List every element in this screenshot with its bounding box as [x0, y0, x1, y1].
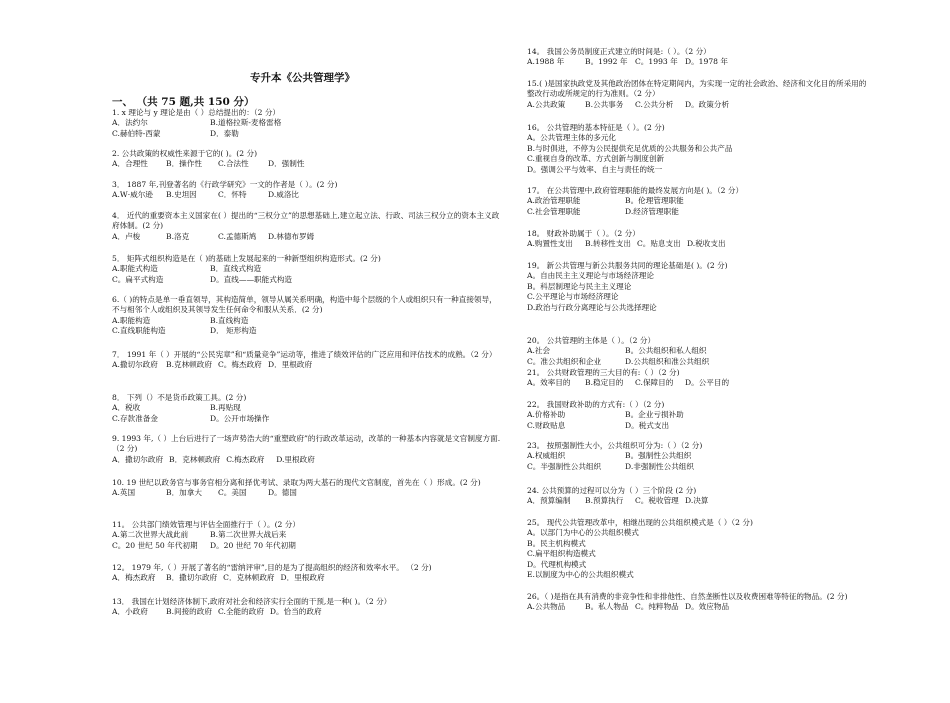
answer-option: D．里根政府	[280, 573, 325, 583]
answer-option: D。政策分析	[685, 99, 730, 109]
answer-option: C。贴息支出	[636, 239, 681, 249]
question-stem: 15.( )是国家执政党及其他政治团体在特定期间内，为实现一定的社会政治、经济和文化目的所采用的整改行动或所规定的行为准则。（2 分）	[527, 79, 867, 99]
question-stem: 10. 19 世纪以政务官与事务官相分离和择优考试、录取为两大基石的现代文官制度，首先在（ ）形成。(2 分)	[112, 478, 481, 487]
question-stem: 5． 矩阵式组织构造是在（ )的基础上发展起来的一种新型组织构造形式。(2 分)	[112, 254, 381, 263]
answer-option: B.间接的政府	[166, 607, 212, 617]
answer-option: C。1993 年	[635, 57, 678, 67]
answer-option: C.公共分析	[635, 99, 674, 109]
answer-option: A.社会	[527, 346, 551, 356]
option-row	[527, 560, 872, 570]
answer-option: D.经济管理职能	[625, 206, 679, 216]
answer-option: B.道格拉斯-麦格雷格	[210, 118, 282, 128]
question-left-13	[112, 597, 502, 618]
answer-option: D。公开市场操作	[210, 413, 270, 423]
option-row	[527, 282, 872, 292]
option-row	[112, 403, 502, 413]
option-row	[527, 549, 872, 559]
question-right-7	[527, 336, 872, 367]
answer-option: C.财政贴息	[527, 420, 566, 430]
question-stem: 7． 1991 年（ ）开展的“公民宪章”和“质量竞争”运动等，推进了绩效评估的广泛应用和评估技术的成熟。（2 分）	[112, 350, 497, 359]
question-stem: 24. 公共预算的过程可以分为（ ）三个阶段 (2 分)	[527, 486, 697, 495]
answer-option: B．加拿大	[166, 488, 202, 498]
option-row	[527, 271, 872, 281]
answer-option: A。效率目的	[527, 378, 571, 388]
question-stem: 14。 我国公务员制度正式建立的时间是:（ ）。（2 分）	[527, 47, 711, 56]
answer-option: C.社会管理职能	[527, 206, 581, 216]
question-left-9	[112, 434, 502, 465]
question-stem: 21。 公共财政管理的三大目的有:（ ）（2 分)	[527, 368, 680, 377]
question-stem: 8． 下列（）不是货币政策工具。(2 分)	[112, 393, 247, 402]
option-row	[527, 57, 872, 67]
answer-option: A.权威组织	[527, 451, 566, 461]
option-row	[527, 303, 872, 313]
option-row	[527, 451, 872, 461]
answer-option: C。美国	[218, 488, 247, 498]
answer-option: C。梅杰政府	[218, 360, 262, 370]
option-row	[527, 602, 872, 612]
question-left-3	[112, 180, 502, 201]
answer-option: A．法约尔	[112, 118, 148, 128]
answer-option: C.存款准备金	[112, 413, 158, 423]
question-stem: 6.（ )的特点是单一垂直领导，其构造简单，领导从属关系明确，构造中每个层级的个人或组织只有一种直接领导，不与相邻个人或组织及其领导发生任何命令和服从关系．(2 分)	[112, 295, 497, 315]
answer-option: A.政治管理职能	[527, 196, 581, 206]
answer-option: D.威洛比	[268, 190, 300, 200]
answer-option: C。扁平式构造	[112, 274, 164, 284]
option-row	[527, 528, 872, 538]
answer-option: D。效应物品	[685, 602, 730, 612]
option-row	[527, 239, 872, 249]
question-left-12	[112, 563, 502, 584]
question-stem: 9. 1993 年,（ ）上台后进行了一场声势浩大的“重塑政府”的行政改革运动，改革的一种基本内容就是文官制度方面.（2 分)	[112, 434, 501, 454]
question-stem: 2. 公共政策的权威性来源于它的( )。(2 分)	[112, 149, 258, 158]
answer-option: D.税收支出	[686, 239, 726, 249]
answer-option: D.林德布罗姆	[268, 231, 315, 241]
answer-option: A.第二次世界大战此前	[112, 530, 189, 540]
answer-option: D．强制性	[268, 159, 305, 169]
question-stem: 3． 1887 年,刊登著名的《行政学研究》一文的作者是（ ）。(2 分)	[112, 180, 338, 189]
answer-option: D。恰当的政府	[269, 607, 322, 617]
question-stem: 25。 现代公共管理改革中，相继出现的公共组织模式是（ ）（2 分)	[527, 518, 753, 527]
answer-option: B.转移性支出	[585, 239, 631, 249]
question-stem: 22。 我国财政补助的方式有:（ ）（2 分)	[527, 400, 665, 409]
answer-option: A.职能构造	[112, 315, 151, 325]
option-row	[112, 129, 502, 139]
document-title: 专升本《公共管理学》	[250, 72, 355, 84]
question-stem: 17。 在公共管理中,政府管理职能的最终发展方向是( )。（2 分）	[527, 186, 744, 195]
answer-option: A。公共管理主体的多元化	[527, 133, 617, 143]
option-row	[112, 264, 502, 274]
answer-option: B。强制性公共组织	[625, 451, 692, 461]
question-right-5	[527, 229, 872, 250]
question-right-10	[527, 441, 872, 472]
option-row	[112, 316, 502, 326]
answer-option: B.克林顿政府	[166, 360, 212, 370]
option-row	[527, 570, 872, 580]
answer-option: B.与时俱进，不停为公民提供充足优质的公共服务和公共产品	[527, 143, 733, 153]
answer-option: B.预算执行	[585, 496, 624, 506]
option-row	[527, 539, 872, 549]
question-stem: 12。 1979 年,（ ）开展了著名的“雷纳评审”,目的是为了提高组织的经济和效率水平。 （2 分)	[112, 563, 432, 572]
answer-option: D。直线——职能式构造	[210, 274, 293, 284]
option-row	[112, 607, 502, 617]
question-stem: 18。 财政补助属于（ ）。（2 分）	[527, 229, 640, 238]
answer-option: C。半强制性公共组织	[527, 461, 602, 471]
question-right-3	[527, 123, 872, 175]
question-stem: 20。 公共管理的主体是（ ）。（2 分）	[527, 336, 656, 345]
answer-option: A.公共物品	[527, 602, 566, 612]
answer-option: D。强调公平与效率、自主与责任的统一	[527, 164, 663, 174]
question-right-9	[527, 400, 872, 431]
option-row	[527, 378, 872, 388]
option-row	[112, 275, 502, 285]
answer-option: C.保障目的	[635, 378, 674, 388]
option-row	[527, 462, 872, 472]
question-right-12	[527, 518, 872, 580]
answer-option: B。企业亏损补助	[625, 410, 684, 420]
answer-option: B。民主机构模式	[527, 538, 586, 548]
answer-option: C.赫伯特-西蒙	[112, 128, 161, 138]
answer-option: D.里根政府	[276, 454, 315, 464]
answer-option: D． 矩形构造	[210, 326, 257, 336]
question-left-5	[112, 254, 502, 285]
question-stem: 16。 公共管理的基本特征是（ ）。(2 分)	[527, 123, 665, 132]
answer-option: A．梅杰政府	[112, 573, 156, 583]
answer-option: C.扁平组织构造模式	[527, 549, 596, 559]
answer-option: C.公平理论与市场经济理论	[527, 292, 619, 302]
answer-option: A.撒切尔政府	[112, 360, 158, 370]
option-row	[112, 118, 502, 128]
option-row	[112, 360, 502, 370]
question-stem: 26。（ )是指在具有消费的非竞争性和非排他性、自然垄断性以及收费困难等特征的物品。(2 分)	[527, 592, 848, 601]
answer-option: B．直线式构造	[210, 264, 262, 274]
question-left-10	[112, 478, 502, 499]
question-left-1	[112, 108, 502, 139]
question-stem: 11。 公共部门绩效管理与评估全面推行于（ ）。(2 分）	[112, 520, 300, 529]
answer-option: B。科层制理论与民主主义理论	[527, 281, 632, 291]
answer-option: C.合法性	[218, 159, 249, 169]
answer-option: B.公共事务	[585, 99, 624, 109]
option-row	[527, 196, 872, 206]
answer-option: A．预算编制	[527, 496, 571, 506]
question-right-13	[527, 592, 872, 613]
answer-option: D．里根政府	[268, 360, 313, 370]
answer-option: C。税收管理	[635, 496, 679, 506]
answer-option: B。1992 年	[585, 57, 628, 67]
option-row	[527, 207, 872, 217]
answer-option: B.直线构造	[210, 315, 249, 325]
answer-option: D。德国	[268, 488, 297, 498]
answer-option: A．合理性	[112, 159, 148, 169]
question-right-6	[527, 261, 872, 313]
option-row	[112, 488, 502, 498]
answer-option: E.以制度为中心的公共组织模式	[527, 570, 634, 580]
answer-option: C。20 世纪 50 年代初期	[112, 540, 198, 550]
option-row	[527, 292, 872, 302]
answer-option: A.价格补助	[527, 410, 566, 420]
answer-option: D.决算	[685, 496, 709, 506]
answer-option: C.直线职能构造	[112, 326, 166, 336]
answer-option: C．克林顿政府	[223, 573, 275, 583]
answer-option: D。1978 年	[685, 57, 729, 67]
option-row	[112, 530, 502, 540]
option-row	[112, 190, 502, 200]
option-row	[527, 165, 872, 175]
option-row	[527, 100, 872, 110]
option-row	[527, 410, 872, 420]
question-left-4	[112, 211, 502, 242]
question-stem: 23。 按照强制性大小，公共组织可分为:（ ）（2 分)	[527, 441, 703, 450]
answer-option: D.非强制性公共组织	[625, 461, 694, 471]
question-right-1	[527, 47, 872, 68]
option-row	[112, 573, 502, 583]
answer-option: C。准公共组织和企业	[527, 356, 602, 366]
answer-option: A．撒切尔政府	[112, 454, 164, 464]
option-row	[527, 346, 872, 356]
answer-option: A.英国	[112, 488, 136, 498]
answer-option: B。公共组织和私人组织	[625, 346, 707, 356]
answer-option: B．撒切尔政府	[166, 573, 218, 583]
answer-option: A.职能式构造	[112, 264, 158, 274]
question-stem: 13． 我国在计划经济体制下,政府对社会和经济实行全面的干预,是一种( )。（2 分）	[112, 597, 392, 606]
question-right-2	[527, 79, 872, 110]
option-row	[527, 496, 872, 506]
answer-option: A.购置性支出	[527, 239, 573, 249]
answer-option: B.第二次世界大战后来	[210, 530, 287, 540]
question-right-4	[527, 186, 872, 217]
answer-option: A．卢梭	[112, 231, 141, 241]
question-stem: 19。 新公共管理与新公共服务共同的理论基础是( )。(2 分)	[527, 261, 728, 270]
answer-option: B。伦理管理职能	[625, 196, 684, 206]
question-stem: 4． 近代的重要资本主义国家在( ）提出的“三权分立”的思想基础上,建立起立法、行政、司法三权分立的资本主义政府体制。(2 分)	[112, 211, 500, 231]
option-row	[112, 232, 502, 242]
option-row	[112, 541, 502, 551]
option-row	[112, 159, 502, 169]
answer-option: B．操作性	[166, 159, 202, 169]
answer-option: D.政治与行政分离理论与公共选择理论	[527, 302, 657, 312]
answer-option: A.公共政策	[527, 99, 566, 109]
answer-option: C．怀特	[218, 190, 247, 200]
answer-option: D．泰勒	[210, 128, 239, 138]
answer-option: A.1988 年	[527, 57, 565, 67]
answer-option: A．税收	[112, 403, 141, 413]
answer-option: D。公平目的	[685, 378, 730, 388]
question-left-11	[112, 520, 502, 551]
answer-option: A．小政府	[112, 607, 148, 617]
question-stem: 1. x 理论与 y 理论是由（ ）总结提出的：（2 分）	[112, 108, 281, 117]
answer-option: B．克林顿政府	[169, 454, 221, 464]
answer-option: C.孟德斯鸠	[218, 231, 257, 241]
answer-option: D。20 世纪 70 年代初期	[210, 540, 296, 550]
answer-option: B.再贴现	[210, 403, 241, 413]
answer-option: B。私人物品	[585, 602, 629, 612]
answer-option: D.公共组织和准公共组织	[625, 356, 710, 366]
option-row	[527, 154, 872, 164]
option-row	[527, 357, 872, 367]
question-left-8	[112, 393, 502, 424]
answer-option: D。代理机构模式	[527, 559, 587, 569]
answer-option: C.重视自身的改革、方式创新与制度创新	[527, 154, 665, 164]
answer-option: B.稳定目的	[585, 378, 624, 388]
question-right-11	[527, 486, 872, 507]
option-row	[527, 133, 872, 143]
answer-option: C.梅杰政府	[226, 454, 265, 464]
answer-option: A。自由民主主义理论与市场经济理论	[527, 271, 654, 281]
option-row	[112, 455, 502, 465]
answer-option: A。以部门为中心的公共组织模式	[527, 528, 639, 538]
answer-option: C。纯粹物品	[635, 602, 679, 612]
answer-option: A.W·威尔逊	[112, 190, 153, 200]
option-row	[527, 421, 872, 431]
answer-option: B.洛克	[166, 231, 190, 241]
answer-option: B.史坦因	[166, 190, 197, 200]
option-row	[112, 326, 502, 336]
question-left-6	[112, 295, 502, 337]
option-row	[112, 414, 502, 424]
question-left-2	[112, 149, 502, 170]
answer-option: C.全能的政府	[218, 607, 264, 617]
answer-option: D。税式支出	[625, 420, 670, 430]
question-right-8	[527, 368, 872, 389]
question-left-7	[112, 350, 502, 371]
option-row	[527, 144, 872, 154]
section-heading: 一、 （共 75 题,共 150 分）	[112, 96, 255, 108]
